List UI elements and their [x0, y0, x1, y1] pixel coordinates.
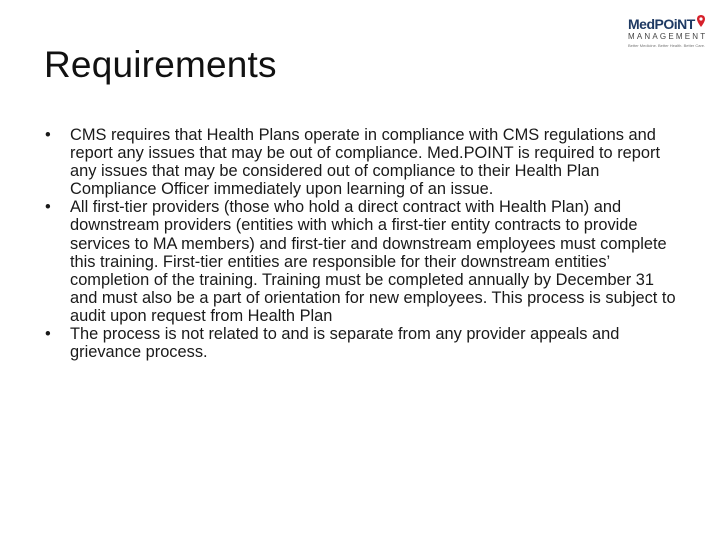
slide-title: Requirements [44, 44, 277, 85]
bullet-list [44, 126, 684, 361]
logo-tagline: Better Medicine. Better Health. Better Care. [628, 43, 706, 48]
logo-subtitle: MANAGEMENT [628, 32, 708, 41]
medpoint-logo [628, 16, 714, 50]
bullet-dot: • [45, 126, 51, 144]
logo-name: MedPOiNT [628, 16, 695, 32]
bullet-dot: • [45, 325, 51, 344]
bullet-item [44, 126, 684, 198]
bullet-dot: • [45, 198, 51, 217]
bullet-text: CMS requires that Health Plans operate in compliance with CMS regulations and report any issues that may be out of compliance. Med.POINT is required to report any issues that may be considered out of compliance to their Health Plan Compliance Officer immediately upon learning of an issue. [70, 126, 661, 199]
location-pin-icon [694, 14, 708, 28]
bullet-item [44, 325, 684, 361]
bullet-text: All first-tier providers (those who hold a direct contract with Health Plan) and downstream providers (entities with which a first-tier entity contracts to provide services to MA members) and first-tier and downstream employees must complete this training. First-tier entities are responsible for their downstream entities’ completion of the training. Training must be completed annually by December 31 and must also be a part of orientation for new employees. This process is subject to audit upon request from Health Plan [70, 198, 676, 325]
bullet-item [44, 198, 684, 325]
bullet-text: The process is not related to and is separate from any provider appeals and grievance process. [70, 325, 620, 362]
